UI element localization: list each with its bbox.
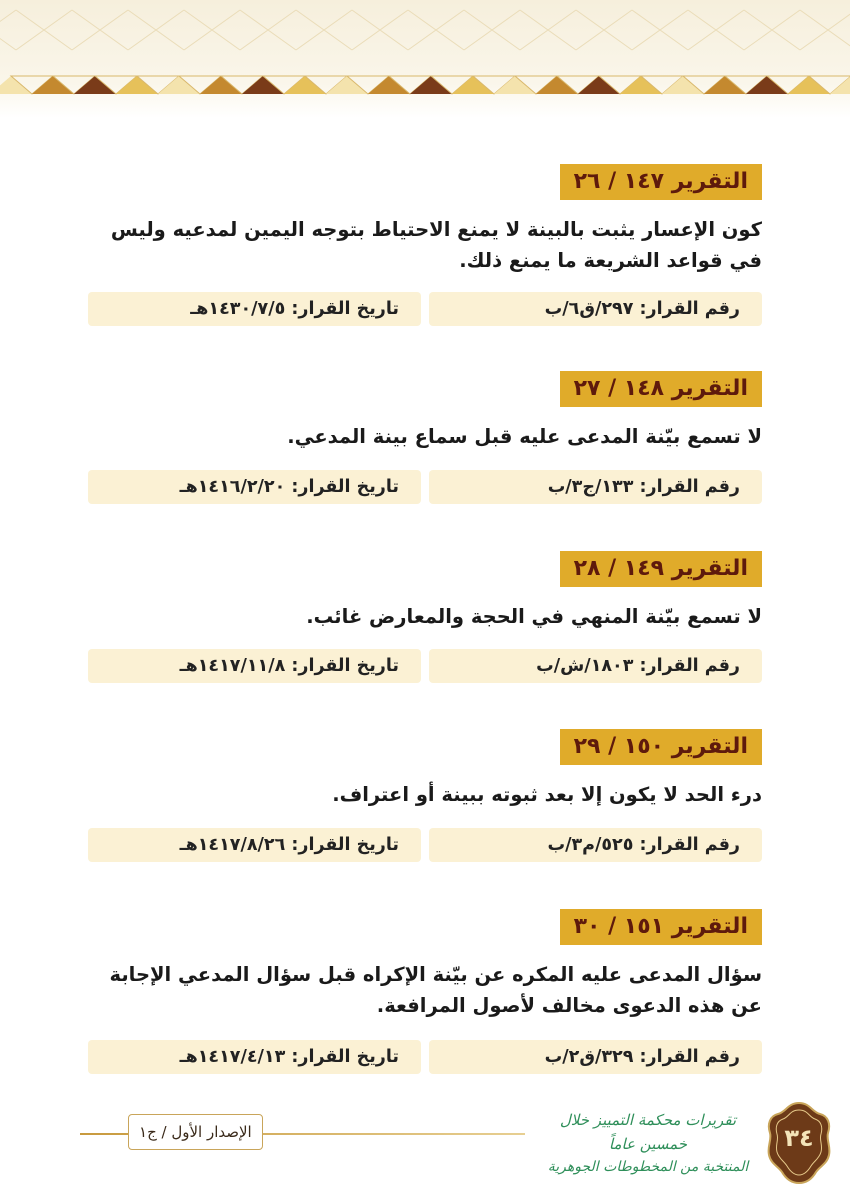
book-title-line2: المنتخبة من المخطوطات الجوهرية (547, 1159, 749, 1175)
decision-date-text: تاريخ القرار: ١٤٣٠/٧/٥هـ (190, 299, 399, 319)
decision-date (88, 1040, 421, 1074)
decision-date-text: تاريخ القرار: ١٤١٧/١١/٨هـ (179, 656, 399, 676)
decision-number (429, 470, 762, 504)
entry-text: سؤال المدعى عليه المكره عن بيّنة الإكراه قبل سؤال المدعي الإجابة عن هذه الدعوى مخالف لأصول المرافعة. (109, 963, 762, 1017)
decision-date (88, 828, 421, 862)
entry-text: لا تسمع بيّنة المنهي في الحجة والمعارض غائب. (306, 605, 762, 628)
entry-title: التقرير ١٤٧ / ٢٦ (560, 164, 762, 200)
decision-number-text: رقم القرار: ١٨٠٣/ش/ب (536, 656, 740, 676)
entry-title: التقرير ١٥١ / ٣٠ (560, 909, 762, 945)
entry-148 (0, 371, 850, 511)
decision-date-text: تاريخ القرار: ١٤١٧/٤/١٣هـ (179, 1047, 399, 1067)
page-footer (0, 1100, 850, 1200)
decision-date (88, 470, 421, 504)
decision-number-text: رقم القرار: ٥٢٥/م٣/ب (547, 835, 740, 855)
entry-title: التقرير ١٤٩ / ٢٨ (560, 551, 762, 587)
entry-title: التقرير ١٥٠ / ٢٩ (560, 729, 762, 765)
book-title (538, 1108, 758, 1178)
entry-text: لا تسمع بيّنة المدعى عليه قبل سماع بينة المدعي. (287, 425, 762, 448)
decision-number-text: رقم القرار: ٣٢٩/ق٢/ب (544, 1047, 740, 1067)
decision-number (429, 649, 762, 683)
triangle-pattern-icon (0, 0, 850, 118)
entry-149 (0, 551, 850, 691)
decision-number (429, 1040, 762, 1074)
entry-150 (0, 729, 850, 869)
decision-date-text: تاريخ القرار: ١٤١٦/٢/٢٠هـ (179, 477, 399, 497)
decision-date (88, 292, 421, 326)
entry-text: كون الإعسار يثبت بالبينة لا يمنع الاحتياط بتوجه اليمين لمدعيه وليس في قواعد الشريعة ما يمنع ذلك. (110, 218, 762, 272)
decision-number-text: رقم القرار: ٢٩٧/ق٦/ب (544, 299, 740, 319)
page-number: ٣٤ (784, 1124, 814, 1152)
header-ornament-band (0, 0, 850, 118)
decision-number (429, 828, 762, 862)
decision-date (88, 649, 421, 683)
entry-text: درء الحد لا يكون إلا بعد ثبوته ببينة أو اعتراف. (332, 783, 762, 806)
entry-151 (0, 909, 850, 1079)
decision-number (429, 292, 762, 326)
entry-title: التقرير ١٤٨ / ٢٧ (560, 371, 762, 407)
book-title-line1: تقريرات محكمة التمييز خلال خمسين عاماً (559, 1111, 737, 1153)
decision-date-text: تاريخ القرار: ١٤١٧/٨/٢٦هـ (179, 835, 399, 855)
entry-147 (0, 164, 850, 334)
edition-label: الإصدار الأول / ج١ (128, 1114, 263, 1150)
decision-number-text: رقم القرار: ١٣٣/ج٣/ب (547, 477, 740, 497)
